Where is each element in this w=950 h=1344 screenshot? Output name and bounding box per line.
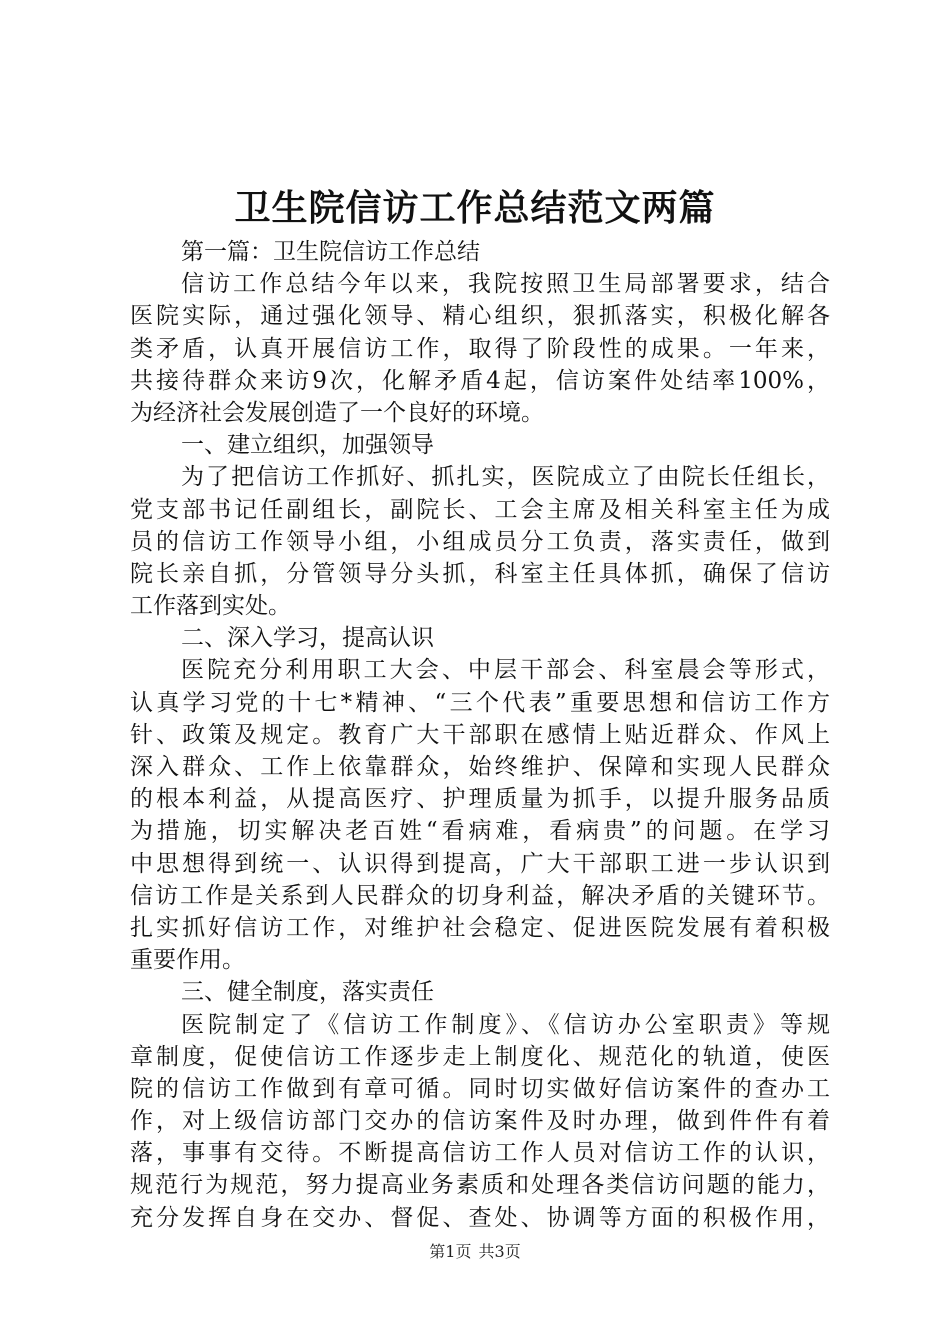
section-heading: 二、深入学习，提高认识 xyxy=(181,625,434,652)
paragraph-line: 类矛盾，认真开展信访工作，取得了阶段性的成果。一年来， xyxy=(130,335,830,362)
section-heading: 第一篇：卫生院信访工作总结 xyxy=(181,239,480,265)
paragraph-line: 医院充分利用职工大会、中层干部会、科室晨会等形式， xyxy=(181,657,830,684)
paragraph-line: 扎实抓好信访工作，对维护社会稳定、促进医院发展有着积极 xyxy=(130,914,830,941)
paragraph-line: 工作落到实处。 xyxy=(130,593,291,620)
paragraph-line: 重要作用。 xyxy=(130,947,245,974)
paragraph-line: 落，事事有交待。不断提高信访工作人员对信访工作的认识， xyxy=(130,1140,830,1167)
page-total: 共3页 xyxy=(478,1242,521,1261)
paragraph-line: 医院实际，通过强化领导、精心组织，狠抓落实，积极化解各 xyxy=(130,303,830,330)
document-body xyxy=(130,236,830,1234)
paragraph-line: 共接待群众来访9次，化解矛盾4起，信访案件处结率100%， xyxy=(130,367,830,394)
paragraph-line: 医院制定了《信访工作制度》、《信访办公室职责》等规 xyxy=(181,1011,830,1038)
paragraph-line: 认真学习党的十七*精神、“三个代表”重要思想和信访工作方 xyxy=(130,689,830,716)
paragraph-line: 规范行为规范，努力提高业务素质和处理各类信访问题的能力， xyxy=(130,1172,830,1199)
paragraph-line: 作，对上级信访部门交办的信访案件及时办理，做到件件有着 xyxy=(130,1108,830,1135)
paragraph-line: 党支部书记任副组长，副院长、工会主席及相关科室主任为成 xyxy=(130,496,830,523)
paragraph-line: 院长亲自抓，分管领导分头抓，科室主任具体抓，确保了信访 xyxy=(130,560,830,587)
paragraph-line: 针、政策及规定。教育广大干部职在感情上贴近群众、作风上 xyxy=(130,721,830,748)
paragraph-line: 充分发挥自身在交办、督促、查处、协调等方面的积极作用， xyxy=(130,1204,830,1231)
paragraph-line: 深入群众、工作上依靠群众，始终维护、保障和实现人民群众 xyxy=(130,754,830,780)
page-footer xyxy=(0,1240,950,1264)
section-heading: 三、健全制度，落实责任 xyxy=(181,979,434,1006)
paragraph-line: 中思想得到统一、认识得到提高，广大干部职工进一步认识到 xyxy=(130,850,830,877)
page-number: 第1页 xyxy=(429,1242,472,1261)
document-title: 卫生院信访工作总结范文两篇 xyxy=(234,187,716,229)
paragraph-line: 为了把信访工作抓好、抓扎实，医院成立了由院长任组长， xyxy=(181,464,830,491)
paragraph-line: 信访工作总结今年以来，我院按照卫生局部署要求，结合 xyxy=(181,271,830,298)
paragraph-line: 院的信访工作做到有章可循。同时切实做好信访案件的查办工 xyxy=(130,1075,830,1102)
section-heading: 一、建立组织，加强领导 xyxy=(181,432,434,459)
paragraph-line: 员的信访工作领导小组，小组成员分工负责，落实责任，做到 xyxy=(130,528,830,555)
paragraph-line: 为措施，切实解决老百姓“看病难，看病贵”的问题。在学习 xyxy=(130,818,830,845)
paragraph-line: 章制度，促使信访工作逐步走上制度化、规范化的轨道，使医 xyxy=(130,1043,830,1070)
paragraph-line: 的根本利益，从提高医疗、护理质量为抓手，以提升服务品质 xyxy=(130,786,830,813)
paragraph-line: 信访工作是关系到人民群众的切身利益，解决矛盾的关键环节。 xyxy=(130,882,830,909)
paragraph-line: 为经济社会发展创造了一个良好的环境。 xyxy=(130,399,544,426)
